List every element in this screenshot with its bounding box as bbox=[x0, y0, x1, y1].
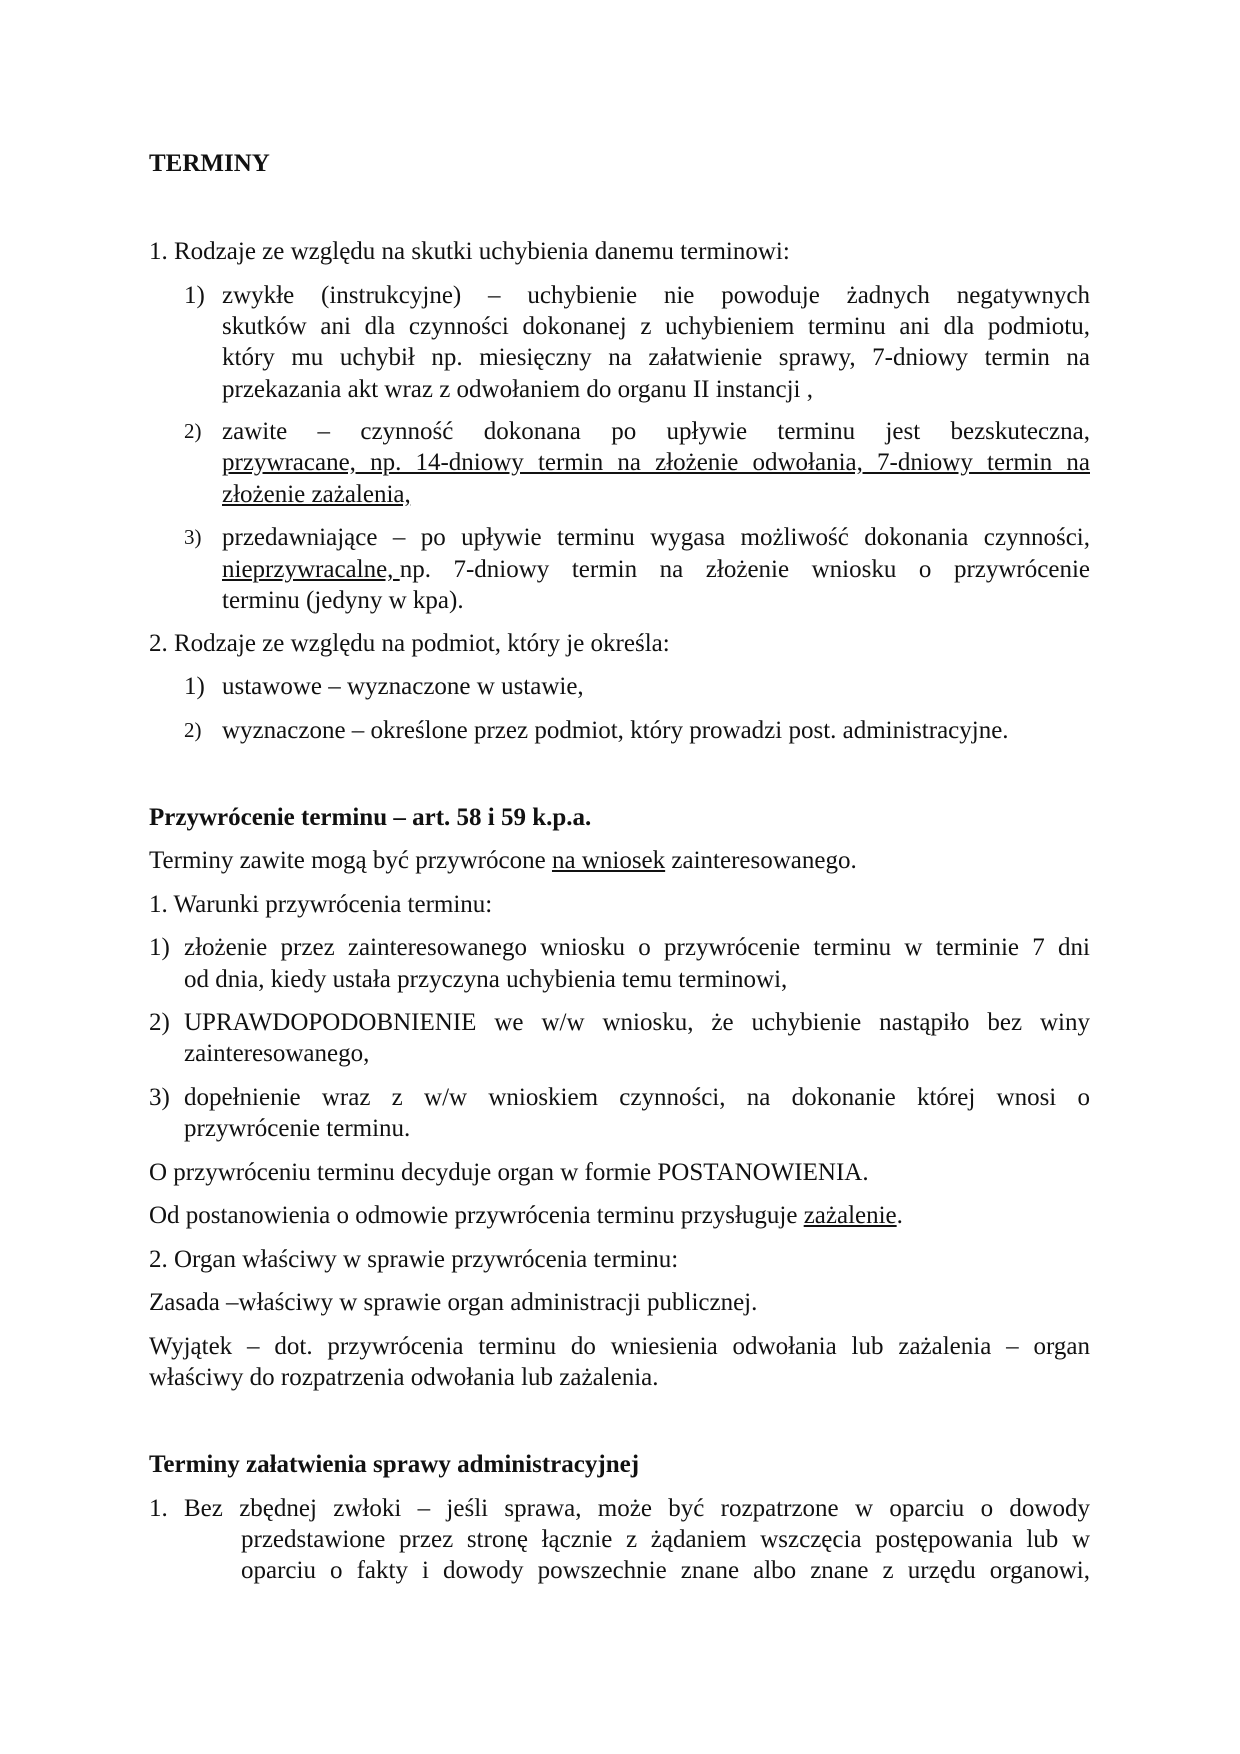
list-number: 2) bbox=[184, 419, 202, 443]
text: Terminy zawite mogą być przywrócone bbox=[149, 847, 552, 874]
text: np. 7-dniowy termin na złożenie wniosku o przywrócenie bbox=[399, 556, 1090, 583]
section-heading: Terminy załatwienia sprawy administracyjnej bbox=[149, 1451, 640, 1478]
paragraph bbox=[149, 845, 857, 876]
text: zainteresowanego. bbox=[665, 847, 857, 874]
list-number: 1) bbox=[184, 673, 205, 700]
list-line: zainteresowanego, bbox=[184, 1040, 370, 1067]
paragraph: Zasada –właściwy w sprawie organ administracji publicznej. bbox=[149, 1289, 758, 1316]
text: Od postanowienia o odmowie przywrócenia terminu przysługuje bbox=[149, 1202, 804, 1229]
list-line-underlined: złożenie zażalenia, bbox=[222, 481, 411, 508]
paragraph-line: Wyjątek – dot. przywrócenia terminu do wniesienia odwołania lub zażalenia – organ bbox=[149, 1333, 1090, 1360]
list-line: zawite – czynność dokonana po upływie terminu jest bezskuteczna, bbox=[222, 418, 1090, 445]
section-heading: 1. Rodzaje ze względu na skutki uchybienia danemu terminowi: bbox=[149, 238, 790, 265]
list-number: 2) bbox=[149, 1009, 170, 1036]
list-number: 1. bbox=[149, 1495, 168, 1522]
underlined-text: na wniosek bbox=[551, 847, 666, 874]
section-heading: Przywrócenie terminu – art. 58 i 59 k.p.a. bbox=[149, 804, 592, 831]
paragraph: 1. Warunki przywrócenia terminu: bbox=[149, 891, 493, 918]
list-line: oparciu o fakty i dowody powszechnie znane albo znane z urzędu organowi, bbox=[241, 1557, 1090, 1584]
list-line: przedstawione przez stronę łącznie z żądaniem wszczęcia postępowania lub w bbox=[241, 1526, 1090, 1553]
list-line: wyznaczone – określone przez podmiot, który prowadzi post. administracyjne. bbox=[222, 717, 1009, 744]
document-title: TERMINY bbox=[149, 150, 270, 177]
list-line: Bez zbędnej zwłoki – jeśli sprawa, może być rozpatrzone w oparciu o dowody bbox=[184, 1495, 1090, 1522]
list-line: przedawniające – po upływie terminu wygasa możliwość dokonania czynności, bbox=[222, 524, 1090, 551]
list-line: przekazania akt wraz z odwołaniem do organu II instancji , bbox=[222, 376, 813, 403]
paragraph bbox=[149, 1200, 903, 1231]
list-line-underlined: przywracane, np. 14-dniowy termin na złożenie odwołania, 7-dniowy termin na bbox=[222, 449, 1090, 476]
list-number: 1) bbox=[184, 282, 205, 309]
list-line: zwykłe (instrukcyjne) – uchybienie nie powoduje żadnych negatywnych bbox=[222, 282, 1090, 309]
underlined-text: nieprzywracalne, bbox=[222, 556, 400, 583]
list-number: 3) bbox=[149, 1084, 170, 1111]
list-line: dopełnienie wraz z w/w wnioskiem czynności, na dokonanie której wnosi o bbox=[184, 1084, 1090, 1111]
paragraph-line: właściwy do rozpatrzenia odwołania lub zażalenia. bbox=[149, 1364, 659, 1391]
list-line: od dnia, kiedy ustała przyczyna uchybienia temu terminowi, bbox=[184, 966, 788, 993]
paragraph: 2. Organ właściwy w sprawie przywrócenia terminu: bbox=[149, 1246, 679, 1273]
list-line bbox=[222, 554, 1090, 585]
list-line: przywrócenie terminu. bbox=[184, 1115, 411, 1142]
list-line: skutków ani dla czynności dokonanej z uchybieniem terminu ani dla podmiotu, bbox=[222, 313, 1090, 340]
list-line: ustawowe – wyznaczone w ustawie, bbox=[222, 673, 584, 700]
list-number: 2) bbox=[184, 718, 202, 742]
list-line: który mu uchybił np. miesięczny na załatwienie sprawy, 7-dniowy termin na bbox=[222, 344, 1090, 371]
list-line: UPRAWDOPODOBNIENIE we w/w wniosku, że uchybienie nastąpiło bez winy bbox=[184, 1009, 1090, 1036]
section-heading: 2. Rodzaje ze względu na podmiot, który je określa: bbox=[149, 630, 670, 657]
list-line: terminu (jedyny w kpa). bbox=[222, 587, 464, 614]
paragraph: O przywróceniu terminu decyduje organ w formie POSTANOWIENIA. bbox=[149, 1159, 869, 1186]
underlined-text: zażalenie bbox=[803, 1202, 897, 1229]
text: . bbox=[896, 1202, 903, 1229]
list-line: złożenie przez zainteresowanego wniosku o przywrócenie terminu w terminie 7 dni bbox=[184, 934, 1090, 961]
list-number: 3) bbox=[184, 525, 202, 549]
list-number: 1) bbox=[149, 934, 170, 961]
